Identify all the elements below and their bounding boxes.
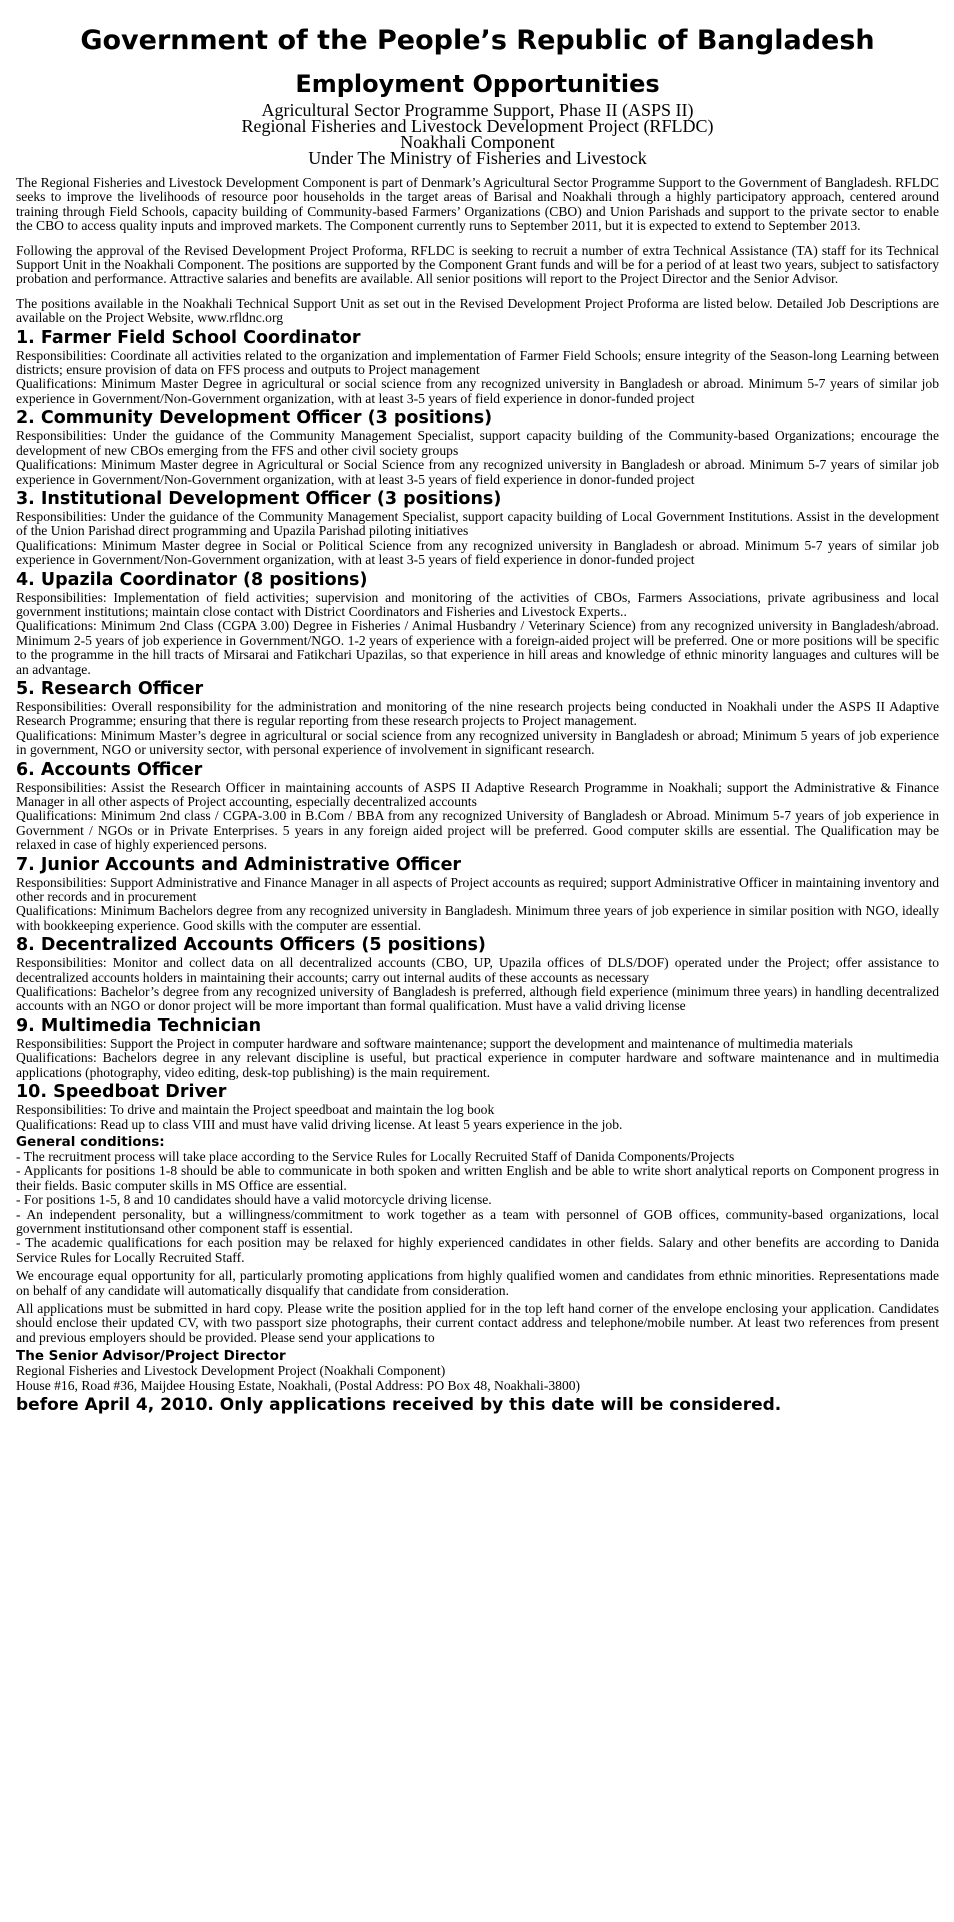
position-responsibilities: Responsibilities: Assist the Research Officer in maintaining accounts of ASPS II Adaptive Research Programme in Noakhali; support the Administrative & Finance Manager in all other aspects of Project accounting, especially decentralized accounts — [16, 779, 939, 809]
general-condition-item: - An independent personality, but a willingness/commitment to work together as a team with personnel of GOB offices, community-based organizations, local government institutionsand other component staff is essential. — [16, 1206, 939, 1236]
application-instructions: All applications must be submitted in hard copy. Please write the position applied for in the top left hand corner of the envelope enclosing your application. Candidates should enclose their updated CV, with two passport size photographs, their current contact address and telephone/mobile number. At least two references from present and previous employers should be provided. Please send your applications to — [16, 1300, 939, 1345]
address-line-1: Regional Fisheries and Livestock Development Project (Noakhali Component) — [16, 1363, 446, 1379]
position-title: 6. Accounts Officer — [16, 759, 203, 780]
position-responsibilities: Responsibilities: Under the guidance of the Community Management Specialist, support capacity building of the Community-based Organizations; encourage the development of new CBOs emerging from the FFS and other civil society groups — [16, 428, 939, 458]
address-line-2: House #16, Road #36, Maijdee Housing Estate, Noakhali, (Postal Address: PO Box 48, Noakhali-3800) — [16, 1377, 581, 1393]
position-qualifications: Qualifications: Minimum Master degree in Agricultural or Social Science from any recognized university in Bangladesh or abroad. Minimum 5-7 years of similar job experience in Government/Non-Government organization, with at least 3-5 years of field experience in donor-funded project — [16, 457, 939, 487]
position-qualifications: Qualifications: Minimum 2nd Class (CGPA 3.00) Degree in Fisheries / Animal Husbandry / Veterinary Science) from any recognized university in Bangladesh/abroad. Minimum 2-5 years of job experience in Government/NGO. 1-2 years of experience with a foreign-aided project will be preferred. One or more positions will be specific to the programme in the hill tracts of Mirsarai and Fatikchari Upazilas, so that experience in hill areas and knowledge of ethnic minority languages and cultures will be an advantage. — [16, 618, 939, 677]
position-title: 10. Speedboat Driver — [16, 1082, 227, 1103]
equal-opportunity-statement: We encourage equal opportunity for all, particularly promoting applications from highly qualified women and candidates from ethnic minorities. Representations made on behalf of any candidate will automatically disqualify that candidate from consideration. — [16, 1268, 939, 1298]
position-upazila-coordinator — [16, 570, 939, 677]
application-deadline: before April 4, 2010. Only applications received by this date will be considered. — [16, 1395, 782, 1415]
project-line: Regional Fisheries and Livestock Development Project (RFLDC) — [241, 116, 714, 136]
position-accounts-officer — [16, 760, 939, 853]
position-title: 9. Multimedia Technician — [16, 1015, 262, 1036]
intro-paragraph-1: The Regional Fisheries and Livestock Development Component is part of Denmark’s Agricultural Sector Programme Support to the Government of Bangladesh. RFLDC seeks to improve the livelihoods of resource poor households in the target areas of Barisal and Noakhali through a highly participatory approach, centered around training through Field Schools, capacity building of Community-based Farmers’ Organizations (CBO) and Union Parishads and support to the private sector to enable the CBO to access quality inputs and improved markets. The Component currently runs to September 2011, but it is expected to extend to September 2013. — [16, 175, 939, 234]
position-responsibilities: Responsibilities: Overall responsibility for the administration and monitoring of the nine research projects being conducted in Noakhali under the ASPS II Adaptive Research Programme; ensuring that there is regular reporting from these research projects to Project management. — [16, 698, 939, 729]
position-qualifications: Qualifications: Minimum Bachelors degree from any recognized university in Bangladesh. Minimum three years of job experience in similar position with NGO, ideally with bookkeeping experience. Good skills with the computer are essential. — [16, 903, 939, 933]
position-title: 1. Farmer Field School Coordinator — [16, 327, 361, 348]
government-title: Government of the People’s Republic of Bangladesh — [80, 25, 875, 56]
position-research-officer — [16, 679, 939, 758]
position-speedboat-driver — [16, 1082, 939, 1132]
position-responsibilities: Responsibilities: Monitor and collect data on all decentralized accounts (CBO, UP, Upazila offices of DLS/DOF) operated under the Project; offer assistance to decentralized accounts holders in maintaining their accounts; carry out internal audits of these accounts as necessary — [16, 955, 939, 985]
intro-paragraph-2: Following the approval of the Revised Development Project Proforma, RFLDC is seeking to recruit a number of extra Technical Assistance (TA) staff for its Technical Support Unit in the Noakhali Component. The positions are supported by the Component Grant funds and will be for a period of at least two years, subject to satisfactory probation and performance. Attractive salaries and benefits are available. All senior positions will report to the Project Director and the Senior Advisor. — [16, 242, 939, 287]
position-title: 2. Community Development Officer (3 positions) — [16, 408, 493, 429]
position-responsibilities: Responsibilities: Support Administrative and Finance Manager in all aspects of Project accounts as required; support Administrative Officer in maintaining inventory and other records and in procurement — [16, 874, 939, 905]
position-farmer-field-school-coordinator — [16, 328, 939, 407]
position-responsibilities: Responsibilities: Implementation of field activities; supervision and monitoring of the activities of CBOs, Farmers Associations, private agribusiness and local government institutions; maintain close contact with District Coordinators and Fisheries and Livestock Experts.. — [16, 589, 939, 619]
general-condition-item: - For positions 1-5, 8 and 10 candidates should have a valid motorcycle driving license. — [16, 1192, 492, 1208]
component-line: Noakhali Component — [400, 132, 555, 152]
position-qualifications: Qualifications: Minimum 2nd class / CGPA-3.00 in B.Com / BBA from any recognized University of Bangladesh or Abroad. Minimum 5-7 years of job experience in Government / NGOs or in Private Enterprises. 5 years in any foreign aided project will be preferred. Good computer skills are essential. The Qualification may be relaxed in case of highly experienced persons. — [16, 808, 939, 853]
position-responsibilities: Responsibilities: Support the Project in computer hardware and software maintenance; support the development and maintenance of multimedia materials — [16, 1035, 853, 1051]
position-qualifications: Qualifications: Minimum Master’s degree in agricultural or social science from any recognized university in Bangladesh or abroad; Minimum 5 years of job experience in government, NGO or university sector, with personal experience of involvement in significant research. — [16, 727, 939, 758]
position-qualifications: Qualifications: Minimum Master degree in Social or Political Science from any recognized university in Bangladesh or abroad. Minimum 5-7 years of similar job experience in Government/Non-Government organization, with at least 3-5 years of field experience in donor-funded project — [16, 537, 939, 568]
position-decentralized-accounts-officers — [16, 935, 939, 1014]
general-conditions-heading: General conditions: — [16, 1133, 165, 1150]
address-recipient: The Senior Advisor/Project Director — [16, 1348, 286, 1365]
position-responsibilities: Responsibilities: Coordinate all activities related to the organization and implementation of Farmer Field Schools; ensure integrity of the Season-long Learning between districts; ensure provision of data on FFS process and outputs to Project management — [16, 347, 939, 378]
position-title: 8. Decentralized Accounts Officers (5 positions) — [16, 935, 486, 956]
ministry-line: Under The Ministry of Fisheries and Livestock — [308, 148, 647, 168]
general-condition-item: - Applicants for positions 1-8 should be able to communicate in both spoken and written English and be able to write short analytical reports on Component progress in their fields. Basic computer skills in MS Office are essential. — [16, 1163, 939, 1193]
position-title: 7. Junior Accounts and Administrative Officer — [16, 854, 462, 875]
general-condition-item: - The recruitment process will take place according to the Service Rules for Locally Recruited Staff of Danida Components/Projects — [16, 1148, 735, 1164]
position-responsibilities: Responsibilities: Under the guidance of the Community Management Specialist, support capacity building of Local Government Institutions. Assist in the development of the Union Parishad direct programming and Upazila Parishad piloting initiatives — [16, 508, 939, 539]
position-qualifications: Qualifications: Bachelors degree in any relevant discipline is useful, but practical experience in computer hardware and software maintenance and in multimedia applications (photography, video editing, desk-top publishing) is the main requirement. — [16, 1050, 939, 1080]
position-responsibilities: Responsibilities: To drive and maintain the Project speedboat and maintain the log book — [16, 1102, 495, 1118]
programme-line: Agricultural Sector Programme Support, Phase II (ASPS II) — [261, 100, 694, 120]
position-title: 4. Upazila Coordinator (8 positions) — [16, 569, 368, 590]
position-multimedia-technician — [16, 1016, 939, 1080]
general-condition-item: - The academic qualifications for each position may be relaxed for highly experienced candidates in other fields. Salary and other benefits are according to Danida Service Rules for Locally Recruited Staff. — [16, 1235, 939, 1265]
position-institutional-development-officer — [16, 489, 939, 568]
employment-heading: Employment Opportunities — [295, 70, 660, 98]
position-community-development-officer — [16, 408, 939, 487]
position-title: 3. Institutional Development Officer (3 positions) — [16, 488, 502, 509]
position-qualifications: Qualifications: Bachelor’s degree from any recognized university of Bangladesh is preferred, although field experience (minimum three years) in handling decentralized accounts with an NGO or donor project will be more important than formal qualification. Must have a valid driving license — [16, 984, 939, 1014]
intro-paragraph-3: The positions available in the Noakhali Technical Support Unit as set out in the Revised Development Project Proforma are listed below. Detailed Job Descriptions are available on the Project Website, www.rfldnc.org — [16, 295, 939, 326]
position-title: 5. Research Officer — [16, 678, 204, 699]
position-junior-accounts-administrative-officer — [16, 855, 939, 934]
position-qualifications: Qualifications: Minimum Master Degree in agricultural or social science from any recognized university in Bangladesh or abroad. Minimum 5-7 years of similar job experience in Government/Non-Government organization, with at least 3-5 years of field experience in donor-funded project — [16, 376, 939, 406]
position-qualifications: Qualifications: Read up to class VIII and must have valid driving license. At least 5 years experience in the job. — [16, 1116, 623, 1132]
